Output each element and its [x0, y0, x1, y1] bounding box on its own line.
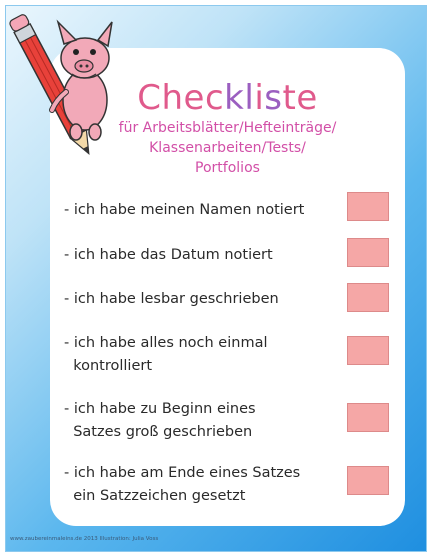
subtitle-line: Portfolios — [195, 160, 260, 176]
pig-with-pencil-icon — [0, 0, 160, 170]
subtitle-line: Klassenarbeiten/Tests/ — [149, 140, 306, 156]
checkbox-name[interactable] — [347, 192, 389, 221]
checklist-item-text: - ich habe das Datum notiert — [64, 247, 273, 263]
title-letter: i — [254, 78, 265, 118]
subtitle-line: für Arbeitsblätter/Hefteinträge/ — [118, 120, 337, 136]
checklist-item-legible — [64, 288, 334, 311]
checklist-item-punctuation — [64, 462, 334, 508]
checklist-item-date — [64, 244, 334, 267]
checkbox-capital[interactable] — [347, 403, 389, 432]
checklist-item-text: - ich habe am Ende eines Satzes — [64, 465, 301, 481]
credit-line: www.zaubereinmaleins.de 2013 Illustration: Julia Voss — [10, 536, 159, 542]
checklist-item-text: ein Satzzeichen gesetzt — [64, 488, 246, 504]
checklist-item-checked — [64, 332, 334, 378]
title-letter: h — [161, 78, 184, 118]
checkbox-punctuation[interactable] — [347, 466, 389, 495]
pig-ear-left — [58, 22, 76, 44]
checklist-item-text: - ich habe alles noch einmal — [64, 335, 268, 351]
checkbox-legible[interactable] — [347, 283, 389, 312]
title-letter: e — [183, 78, 205, 118]
pig-snout — [75, 60, 93, 72]
checkbox-date[interactable] — [347, 238, 389, 267]
pig-body — [63, 70, 107, 130]
title-letter: t — [282, 78, 297, 118]
checklist-item-text: - ich habe zu Beginn eines — [64, 401, 256, 417]
checklist-item-capital — [64, 398, 334, 444]
title-letter: k — [224, 78, 245, 118]
checklist-item-name — [64, 199, 334, 222]
title-letter: e — [296, 78, 318, 118]
checkbox-checked[interactable] — [347, 336, 389, 365]
checklist-item-text: kontrolliert — [64, 358, 153, 374]
checklist-item-text: - ich habe meinen Namen notiert — [64, 202, 305, 218]
checklist-item-text: - ich habe lesbar geschrieben — [64, 291, 279, 307]
title-letter: l — [244, 78, 255, 118]
title-letter: C — [137, 78, 162, 118]
title-letter: c — [204, 78, 225, 118]
checklist-item-text: Satzes groß geschrieben — [64, 424, 253, 440]
title-letter: s — [264, 78, 283, 118]
